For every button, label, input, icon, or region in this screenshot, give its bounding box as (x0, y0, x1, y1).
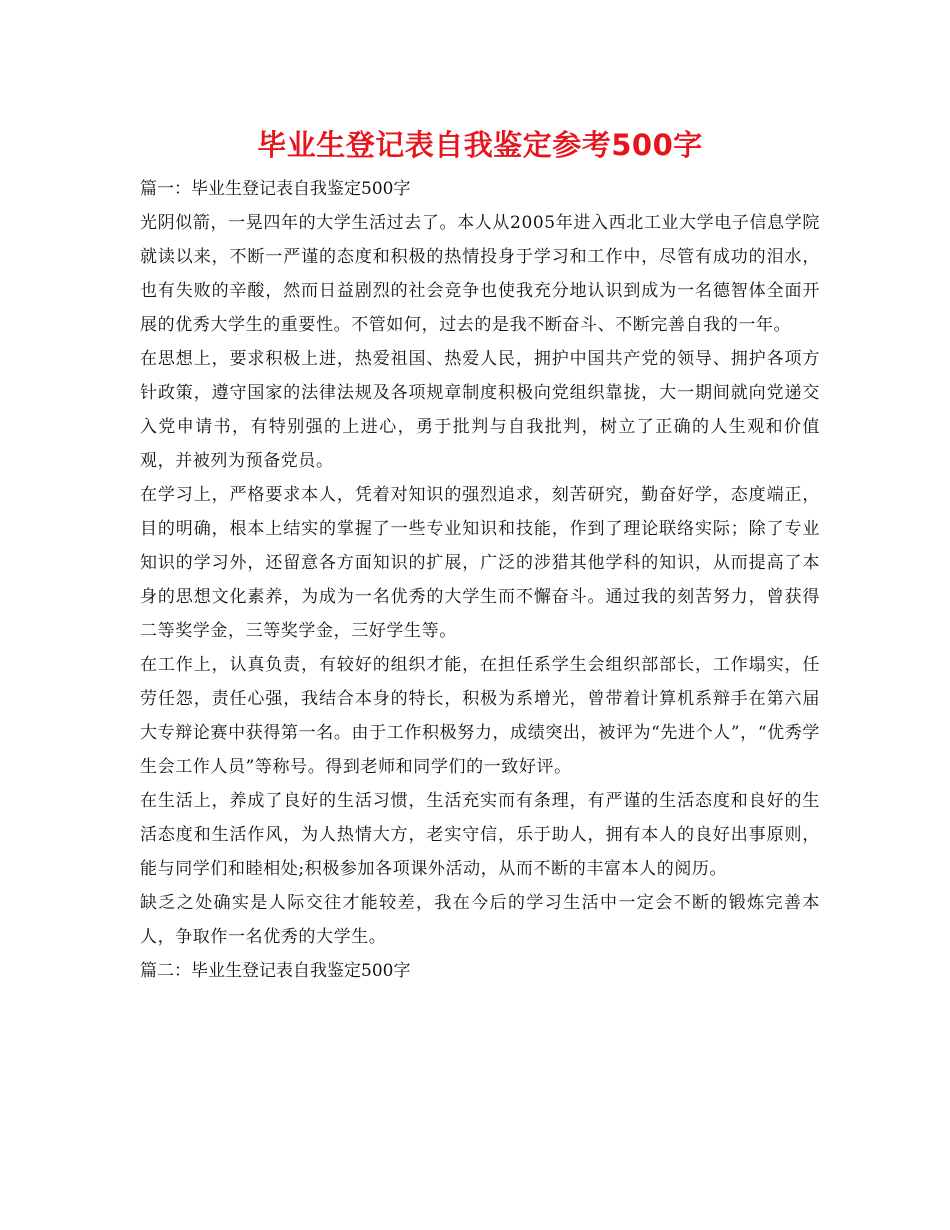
document-title: 毕业生登记表自我鉴定参考500字 (257, 128, 703, 162)
paragraph-work: 在工作上，认真负责，有较好的组织才能，在担任系学生会组织部部长，工作塌实，任劳任怨，责任心强，我结合本身的特长，积极为系增光，曾带着计算机系辩手在第六届大专辩论赛中获得第一名。由于工作积极努力，成绩突出，被评为“先进个人”，“优秀学生会工作人员”等称号。得到老师和同学们的一致好评。 (140, 655, 820, 777)
section-heading-1: 篇一：毕业生登记表自我鉴定500字 (140, 179, 411, 199)
paragraph-shortcoming: 缺乏之处确实是人际交往才能较差，我在今后的学习生活中一定会不断的锻炼完善本人，争取作一名优秀的大学生。 (140, 893, 820, 947)
paragraph-study: 在学习上，严格要求本人，凭着对知识的强烈追求，刻苦研究，勤奋好学，态度端正，目的明确，根本上结实的掌握了一些专业知识和技能，作到了理论联络实际；除了专业知识的学习外，还留意各方面知识的扩展，广泛的涉猎其他学科的知识，从而提高了本身的思想文化素养，为成为一名优秀的大学生而不懈奋斗。通过我的刻苦努力，曾获得二等奖学金，三等奖学金，三好学生等。 (140, 485, 820, 641)
section-heading-2: 篇二：毕业生登记表自我鉴定500字 (140, 961, 411, 981)
paragraph-thought: 在思想上，要求积极上进，热爱祖国、热爱人民，拥护中国共产党的领导、拥护各项方针政策，遵守国家的法律法规及各项规章制度积极向党组织靠拢，大一期间就向党递交入党申请书，有特别强的上进心，勇于批判与自我批判，树立了正确的人生观和价值观，并被列为预备党员。 (140, 349, 820, 471)
paragraph-life: 在生活上，养成了良好的生活习惯，生活充实而有条理，有严谨的生活态度和良好的生活态度和生活作风，为人热情大方，老实守信，乐于助人，拥有本人的良好出事原则，能与同学们和睦相处;积极参加各项课外活动，从而不断的丰富本人的阅历。 (140, 791, 820, 879)
paragraph-intro: 光阴似箭，一晃四年的大学生活过去了。本人从2005年进入西北工业大学电子信息学院就读以来，不断一严谨的态度和积极的热情投身于学习和工作中，尽管有成功的泪水，也有失败的辛酸，然而日益剧烈的社会竞争也使我充分地认识到成为一名德智体全面开展的优秀大学生的重要性。不管如何，过去的是我不断奋斗、不断完善自我的一年。 (140, 213, 820, 335)
document-page (140, 122, 820, 988)
